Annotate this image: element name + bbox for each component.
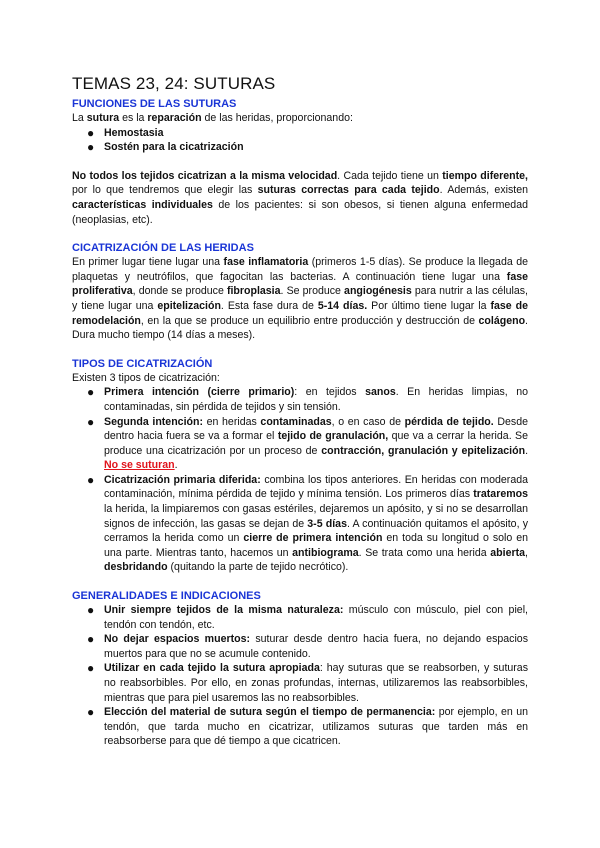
section-heading-funciones: FUNCIONES DE LAS SUTURAS [72, 98, 237, 110]
paragraph: No todos los tejidos cicatrizan a la misma velocidad. Cada tejido tiene un tiempo diferente, por lo que tendremos que elegir las suturas correctas para cada tejido. Además, existen características individuales de los pacientes: si son obesos, si tienen alguna enfermedad (neoplasias, etc). [72, 169, 529, 226]
paragraph: La sutura es la reparación de las heridas, proporcionando: [72, 112, 353, 124]
bullet-icon: ● [87, 125, 95, 140]
paragraph: Existen 3 tipos de cicatrización: [72, 371, 220, 384]
bullet-icon: ● [87, 414, 95, 429]
document-page [72, 74, 528, 749]
bullet-icon: ● [87, 140, 95, 155]
bullet-icon: ● [87, 603, 95, 618]
bullet-icon: ● [87, 385, 95, 400]
bullet-list [72, 603, 528, 749]
list-item: ● Primera intención (cierre primario): en tejidos sanos. En heridas limpias, no contaminadas, sin pérdida de tejidos y sin tensión. [87, 385, 528, 413]
list-item: ● Unir siempre tejidos de la misma naturaleza: músculo con músculo, piel con piel, tendón con tendón, etc. [87, 603, 528, 631]
list-item: ● Cicatrización primaria diferida: combina los tipos anteriores. En heridas con moderada contaminación, mínima pérdida de tejido y mínima tensión. Los primeros días trataremos la herida, la limpiaremos con gasas estériles, dejaremos un apósito, y si no se desarrollan signos de infección, las gasas se dejan de 3-5 días. A continuación quitamos el apósito, y cerramos la herida como un cierre de primera intención en toda su longitud o solo en una parte. Mientras tanto, hacemos un antibiograma. Se trata como una herida abierta, desbridando (quitando la parte de tejido necrótico). [87, 472, 529, 574]
list-item: ● Sostén para la cicatrización [87, 140, 244, 155]
bullet-list [72, 126, 528, 155]
list-item: ● Utilizar en cada tejido la sutura apropiada: hay suturas que se reabsorben, y suturas no reabsorbibles. Por ello, en zonas profundas, internas, utilizaremos las reabsorbibles, mientras que para piel usaremos las no reabsorbibles. [87, 661, 528, 704]
list-item: ● Hemostasia [87, 125, 164, 140]
bullet-icon: ● [87, 661, 95, 676]
bullet-list [72, 385, 528, 575]
document-title: TEMAS 23, 24: SUTURAS [72, 74, 276, 93]
section-heading-cicatrizacion: CICATRIZACIÓN DE LAS HERIDAS [72, 242, 254, 255]
bullet-icon: ● [87, 472, 95, 487]
section-heading-tipos: TIPOS DE CICATRIZACIÓN [72, 357, 213, 370]
section-heading-generalidades: GENERALIDADES E INDICACIONES [72, 590, 261, 603]
no-suturan-note: No se suturan [104, 459, 175, 472]
bullet-icon: ● [87, 632, 95, 647]
list-item: ● Elección del material de sutura según el tiempo de permanencia: por ejemplo, en un tendón, que tarda mucho en cicatrizar, utilizamos suturas que tarden más en reabsorberse para que dé tiempo a que cicatricen. [87, 705, 528, 748]
list-item: ● Segunda intención: en heridas contaminadas, o en caso de pérdida de tejido. Desde dentro hacia fuera se va a formar el tejido de granulación, que va a cerrar la herida. Se produce una cicatrización por un proceso de contracción, granulación y epitelización. No se suturan. [87, 414, 529, 472]
bullet-icon: ● [87, 705, 95, 720]
list-item: ● No dejar espacios muertos: suturar desde dentro hacia fuera, no dejando espacios muertos para que no se acumule contenido. [87, 632, 528, 660]
paragraph: En primer lugar tiene lugar una fase inflamatoria (primeros 1-5 días). Se produce la llegada de plaquetas y neutrófilos, que fagocitan las bacterias. A continuación tiene lugar una fase proliferativa, donde se produce fibroplasia. Se produce angiogénesis para nutrir a las células, y tiene lugar una epitelización. Esta fase dura de 5-14 días. Por último tiene lugar la fase de remodelación, en la que se produce un equilibrio entre producción y destrucción de colágeno. Dura mucho tiempo (14 días a meses). [72, 256, 528, 342]
